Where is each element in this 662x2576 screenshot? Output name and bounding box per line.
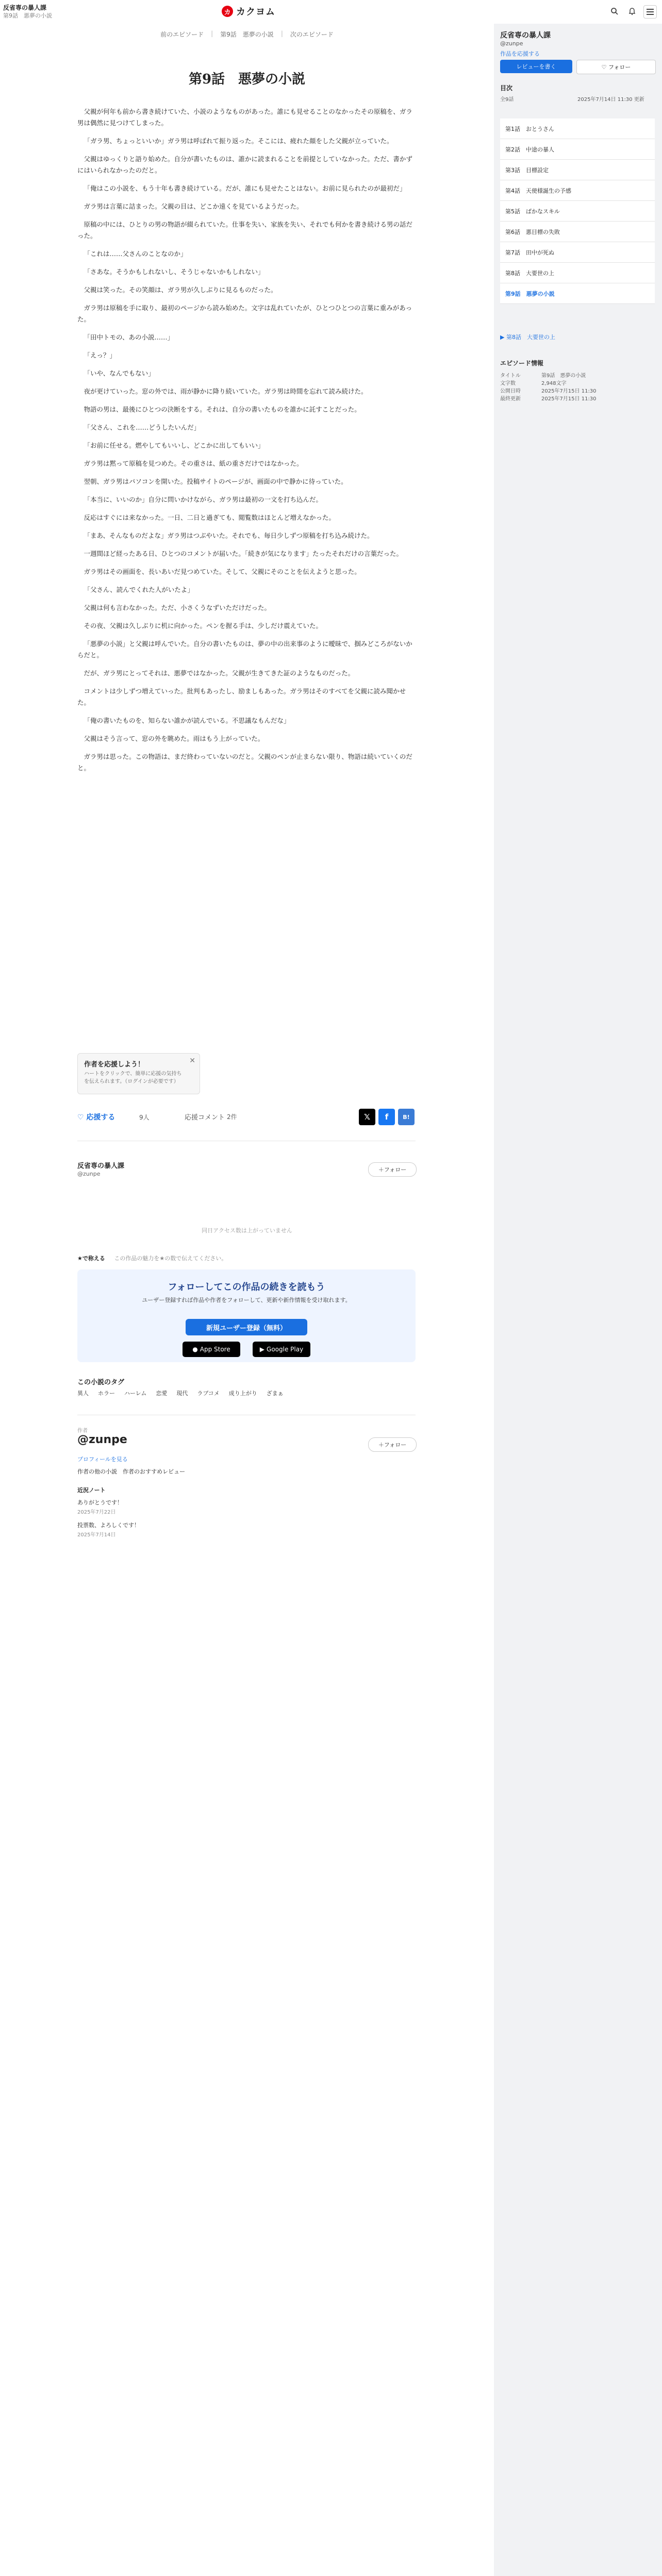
body-paragraph: 「父さん、これを……どうしたいんだ」 [84,423,201,431]
toc-list [500,118,655,304]
toc-link[interactable]: 第9話 悪夢の小説 [220,31,274,38]
body-paragraph: 「お前に任せる。燃やしてもいいし、どこかに出してもいい」 [84,442,264,449]
info-key: タイトル [500,373,521,379]
apple-icon: ● [192,1346,198,1353]
star-rating-row [77,1254,416,1262]
toc-heading: 目次 [500,84,513,92]
toc-item[interactable]: 第4話 天使様誕生の予感 [500,180,655,201]
episode-info-row [500,379,655,386]
body-paragraph: 夜が更けていった。窓の外では、雨が静かに降り続いていた。ガラ男は時間を忘れて読み続けた。 [84,387,368,395]
author-profile-link[interactable]: プロフィールを見る [77,1456,128,1463]
body-paragraph: 一週間ほど経ったある日、ひとつのコメントが届いた。「続きが気になります」たったそれだけの言葉だった。 [84,550,403,557]
body-paragraph: ガラ男は原稿を手に取り、最初のページから読み始めた。文字は乱れていたが、ひとつひとつの言葉に重みがあった。 [77,304,412,323]
body-paragraph: その夜、父親は久しぶりに机に向かった。ペンを握る手は、少しだけ震えていた。 [84,622,323,630]
body-paragraph: 父親はゆっくりと語り始めた。自分が書いたものは、誰かに読まれることを前提としていなかった。ただ、書かずにはいられなかったのだと。 [77,155,412,174]
episode-actions [77,1109,416,1127]
body-paragraph: 「えっ？」 [84,351,117,359]
bell-icon[interactable] [626,5,638,18]
support-prompt [77,1053,200,1094]
toc-updated: 2025年7月14日 11:30 更新 [577,97,644,103]
episode-info [500,371,655,402]
author-name[interactable]: @zunpe [77,1433,127,1446]
episode-info-row [500,386,655,394]
sidebar-follow-button[interactable]: ♡ フォロー [576,60,656,74]
prev-episode-link[interactable]: 前のエピソード [160,31,204,38]
toc-item[interactable]: 第7話 田中が死ぬ [500,242,655,263]
star-rating-desc: この作品の魅力を★の数で伝えてください。 [114,1255,227,1262]
comment-count: 2件 [227,1113,237,1121]
tag-link[interactable]: ホラー [98,1390,115,1397]
sidebar [494,24,662,2576]
note-date: 2025年7月14日 [77,1532,116,1538]
support-heading: 作者を応援しよう！ [84,1061,145,1069]
cheer-button[interactable]: ♡ 応援する [77,1113,115,1122]
nav-separator: | [211,30,213,37]
menu-icon[interactable] [643,5,657,19]
body-paragraph: 「俺はこの小説を、もう十年も書き続けている。だが、誰にも見せたことはない。お前に見られたのが最初だ」 [84,184,406,192]
signup-button[interactable]: 新規ユーザー登録（無料） [186,1319,307,1335]
body-paragraph: 父親が何年も前から書き続けていた、小説のようなものがあった。誰にも見せることのなかったその原稿を、ガラ男は偶然に見つけてしまった。 [77,108,412,127]
tag-link[interactable]: ラブコメ [197,1390,220,1397]
body-paragraph: ガラ男は黙って原稿を見つめた。その重さは、紙の重さだけではなかった。 [84,460,303,467]
work-card [77,1157,416,1198]
body-paragraph: 「悪夢の小説」と父親は呼んでいた。自分の書いたものは、夢の中の出来事のように曖昧で、掴みどころがないからだと。 [77,640,412,659]
google-play-label: Google Play [267,1346,304,1353]
site-logo[interactable] [222,5,275,18]
body-paragraph: ガラ男はその画面を、長いあいだ見つめていた。そして、父親にそのことを伝えようと思った。 [84,568,361,575]
body-paragraph: 父親は笑った。その笑顔は、ガラ男が久しぶりに見るものだった。 [84,286,277,294]
body-paragraph: 「まあ、そんなものだよな」ガラ男はつぶやいた。それでも、毎日少しずつ原稿を打ち込み続けた。 [84,532,374,539]
hatena-share-icon[interactable]: B! [398,1109,415,1125]
follow-promo [77,1269,416,1362]
header-episode-title: 第9話 悪夢の小説 [3,12,52,19]
body-paragraph: 「これは……父さんのことなのか」 [84,250,187,258]
episode-nav [0,30,494,39]
top-bar [0,0,662,24]
tag-link[interactable]: ざまぁ [266,1390,284,1397]
body-paragraph: 「いや、なんでもない」 [84,369,155,377]
tag-link[interactable]: 成り上がり [228,1390,257,1397]
note-title[interactable]: 投票数、よろしくです！ [77,1522,140,1529]
body-paragraph: 反応はすぐには来なかった。一日、二日と過ぎても、閲覧数はほとんど増えなかった。 [84,514,336,521]
reader-main [0,24,494,2576]
sidebar-work-title[interactable]: 反省専の暴人課 [500,31,551,40]
review-button[interactable]: レビューを書く [500,60,572,73]
author-section [77,1426,416,1570]
episode-info-row [500,394,655,402]
toc-item[interactable]: 第3話 目標設定 [500,160,655,180]
body-paragraph: ガラ男は言葉に詰まった。父親の目は、どこか遠くを見ているようだった。 [84,202,303,210]
header-work-info[interactable] [3,4,189,20]
info-value: 2,948文字 [541,381,567,386]
note-date: 2025年7月22日 [77,1510,116,1515]
promo-desc: ユーザー登録すれば作品や作者をフォローして、更新や新作情報を受け取れます。 [142,1297,351,1303]
toc-item[interactable]: 第2話 中途の暴人 [500,139,655,160]
sidebar-support-link[interactable]: 作品を応援する [500,50,540,57]
sidebar-author[interactable]: @zunpe [500,40,523,47]
toc-meta [500,95,655,103]
sidebar-prev-episode[interactable]: ▶ 第8話 大要世の上 [500,334,555,341]
tag-list [77,1389,416,1397]
body-paragraph: 「父さん、読んでくれた人がいたよ」 [84,586,194,594]
work-card-title[interactable]: 反省専の暴人課 [77,1162,125,1170]
body-paragraph: 「本当に、いいのか」自分に問いかけながら、ガラ男は最初の一文を打ち込んだ。 [84,496,323,503]
info-key: 文字数 [500,381,516,386]
toc-item[interactable]: 第9話 悪夢の小説 [500,283,655,304]
episode-info-row [500,371,655,379]
author-works-line[interactable]: 作者の他の小説 作者のおすすめレビュー [77,1468,186,1475]
body-paragraph: だが、ガラ男にとってそれは、悪夢ではなかった。父親が生きてきた証のようなものだった。 [84,669,355,677]
nav-separator: | [280,30,283,37]
tag-link[interactable]: 異人 [77,1390,89,1397]
tag-link[interactable]: 現代 [176,1390,188,1397]
info-key: 最終更新 [500,396,521,402]
body-paragraph: 「田中トモの、あの小説……」 [84,333,174,341]
tag-link[interactable]: 恋愛 [156,1390,168,1397]
body-paragraph: 父親は何も言わなかった。ただ、小さくうなずいただけだった。 [84,604,271,612]
star-rating-heading[interactable]: ★で称える [77,1255,105,1262]
promo-heading: フォローしてこの作品の続きを読もう [168,1282,325,1293]
body-paragraph: 「俺の書いたものを、知らない誰かが読んでいる。不思議なもんだな」 [84,717,290,724]
author-follow-button[interactable]: ＋フォロー [368,1437,417,1452]
play-icon: ▶ [259,1346,265,1353]
logo-mark: カ [222,6,233,17]
recent-notes-label: 近況ノート [77,1487,106,1494]
body-paragraph: コメントは少しずつ増えていった。批判もあったし、励ましもあった。ガラ男はそのすべてを父親に読み聞かせた。 [77,687,406,706]
body-paragraph: ガラ男は思った。この物語は、まだ終わっていないのだと。父親のペンが止まらない限り、物語は続いていくのだと。 [77,753,412,772]
info-value: 2025年7月15日 11:30 [541,396,597,402]
logo-text: カクヨム [236,7,275,18]
work-card-author[interactable]: @zunpe [77,1171,101,1177]
episode-body [77,106,416,781]
app-store-label: App Store [200,1346,230,1353]
body-paragraph: 「ガラ男、ちょっといいか」ガラ男は呼ばれて振り返った。そこには、疲れた顔をした父親が立っていた。 [84,137,393,145]
work-follow-button[interactable]: ＋フォロー [368,1162,417,1177]
facebook-share-icon[interactable]: f [378,1109,395,1125]
body-paragraph: 「さあな。そうかもしれないし、そうじゃないかもしれない」 [84,268,264,276]
app-store-badge[interactable] [183,1342,240,1357]
search-icon[interactable] [608,5,621,18]
author-label: 作者 [77,1428,88,1434]
google-play-badge[interactable] [253,1342,310,1357]
support-desc: ハートをクリックで、簡単に応援の気持ちを伝えられます。（ログインが必要です） [84,1071,182,1084]
access-note: 同日アクセス数は上がっていません [202,1227,292,1234]
toc-item[interactable]: 第5話 ばかなスキル [500,201,655,222]
info-key: 公開日時 [500,388,521,394]
episode-title: 第9話 悪夢の小説 [188,72,306,88]
toc-item[interactable]: 第1話 おとうさん [500,118,655,139]
toc-count: 全9話 [500,97,514,103]
cheer-count: 9人 [139,1114,150,1121]
toc-item[interactable]: 第6話 悪目標の失敗 [500,222,655,242]
body-paragraph: 原稿の中には、ひとりの男の物語が綴られていた。仕事を失い、家族を失い、それでも何かを書き続ける男の話だった。 [77,221,413,240]
tags-heading: この小説のタグ [77,1379,125,1386]
info-value: 2025年7月15日 11:30 [541,388,597,394]
x-share-icon[interactable]: 𝕏 [359,1109,375,1125]
header-work-title: 反省専の暴人課 [3,4,47,11]
comment-button[interactable]: 応援コメント [185,1114,225,1122]
tag-link[interactable]: ハーレム [124,1390,147,1397]
toc-item[interactable]: 第8話 大要世の上 [500,263,655,283]
close-icon[interactable]: ✕ [189,1057,195,1065]
body-paragraph: 物語の男は、最後にひとつの決断をする。それは、自分の書いたものを誰かに託すことだった。 [84,405,361,413]
info-value: 第9話 悪夢の小説 [541,373,586,379]
body-paragraph: 翌朝、ガラ男はパソコンを開いた。投稿サイトのページが、画面の中で静かに待っていた。 [84,478,347,485]
note-title[interactable]: ありがとうです！ [77,1499,123,1506]
next-episode-link[interactable]: 次のエピソード [290,31,334,38]
episode-info-heading: エピソード情報 [500,360,544,367]
body-paragraph: 父親はそう言って、窓の外を眺めた。雨はもう上がっていた。 [84,735,264,742]
